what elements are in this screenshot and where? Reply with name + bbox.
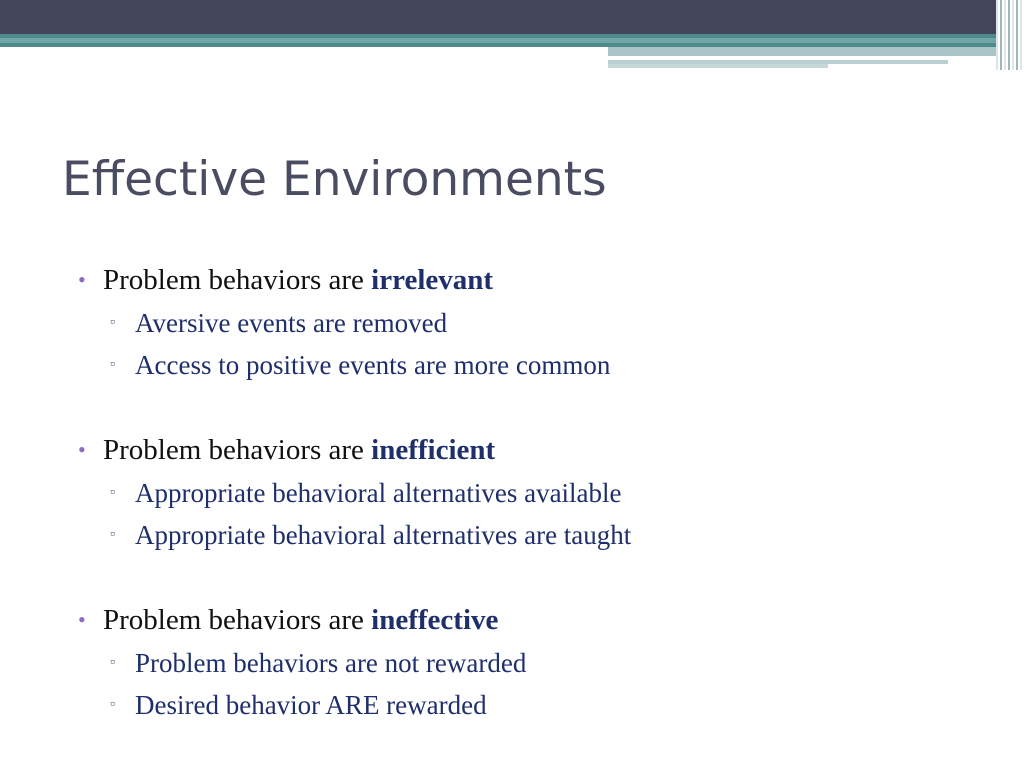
sub-bullet-text: Appropriate behavioral alternatives are taught — [135, 520, 632, 550]
sub-bullet-item — [78, 642, 978, 684]
sub-bullet-item — [78, 302, 978, 344]
square-bullet-icon: ▫ — [110, 697, 115, 712]
bullet-dot-icon: • — [78, 607, 86, 632]
bullet-section — [78, 598, 978, 726]
square-bullet-icon: ▫ — [110, 485, 115, 500]
bullet-item — [78, 258, 978, 302]
sub-bullet-text: Appropriate behavioral alternatives available — [135, 478, 622, 508]
sub-bullet-item — [78, 344, 978, 386]
sub-bullet-text: Aversive events are removed — [135, 308, 448, 338]
sub-bullet-item — [78, 514, 978, 556]
square-bullet-icon: ▫ — [110, 357, 115, 372]
header-band-teal-highlight — [0, 38, 1024, 43]
square-bullet-icon: ▫ — [110, 655, 115, 670]
sub-bullet-item — [78, 684, 978, 726]
sub-bullet-text: Desired behavior ARE rewarded — [135, 690, 487, 720]
bullet-dot-icon: • — [78, 267, 86, 292]
bullet-emphasis-text: ineffective — [371, 604, 499, 636]
slide-title: Effective Environments — [62, 152, 607, 207]
bullet-emphasis-text: inefficient — [371, 434, 496, 466]
bullet-dot-icon: • — [78, 437, 86, 462]
bullet-item — [78, 598, 978, 642]
bullet-lead-text: Problem behaviors are — [103, 604, 372, 636]
header-accent-bar-3 — [608, 64, 828, 68]
bullet-emphasis-text: irrelevant — [371, 264, 494, 296]
sub-bullet-text: Access to positive events are more common — [135, 350, 611, 380]
header-band-dark — [0, 0, 1024, 34]
sub-bullet-item — [78, 472, 978, 514]
sub-bullet-text: Problem behaviors are not rewarded — [135, 648, 527, 678]
square-bullet-icon: ▫ — [110, 527, 115, 542]
header-edge-stripes — [996, 0, 1024, 70]
bullet-item — [78, 428, 978, 472]
bullet-lead-text: Problem behaviors are — [103, 264, 372, 296]
slide-body — [78, 258, 978, 768]
bullet-lead-text: Problem behaviors are — [103, 434, 372, 466]
bullet-section — [78, 258, 978, 386]
header-accent-bar-1 — [608, 47, 1024, 56]
bullet-section — [78, 428, 978, 556]
square-bullet-icon: ▫ — [110, 315, 115, 330]
